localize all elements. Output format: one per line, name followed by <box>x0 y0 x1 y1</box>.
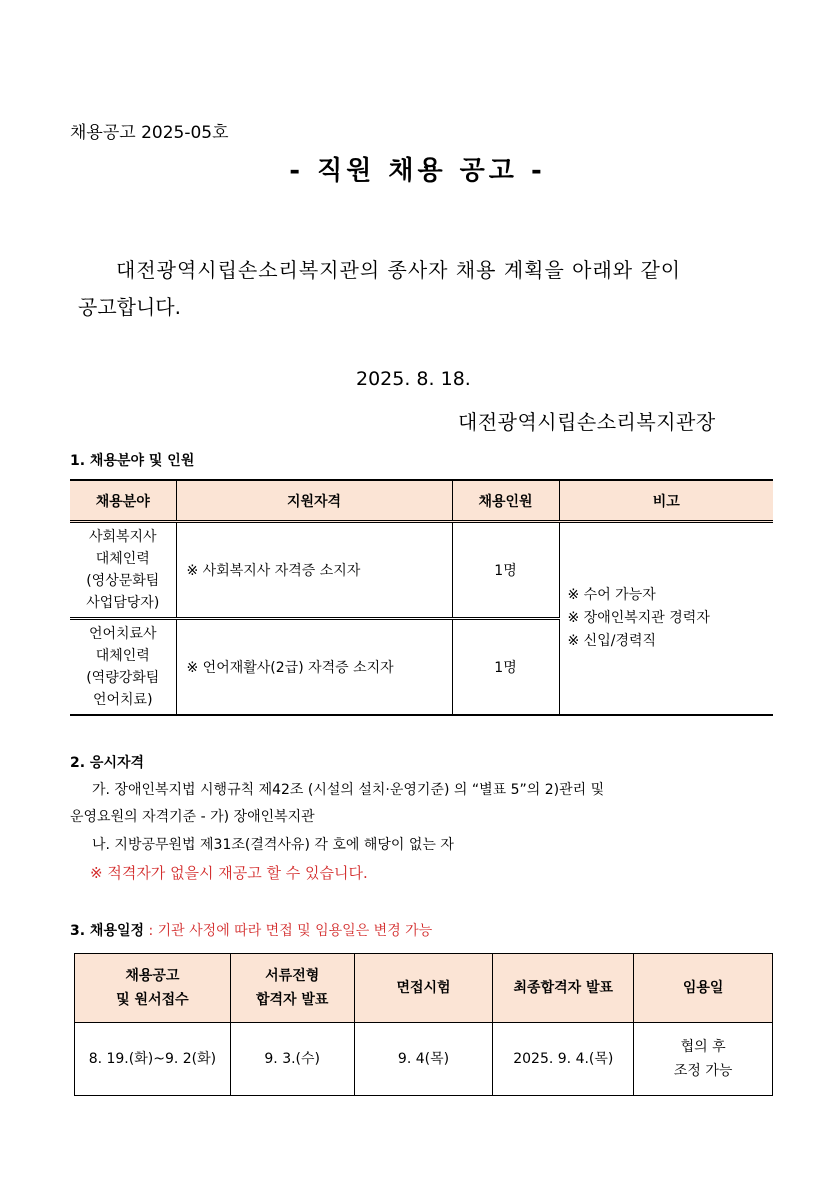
reannouncement-warning: ※ 적격자가 없을시 재공고 할 수 있습니다. <box>90 864 368 882</box>
qualification-item-b: 나. 지방공무원법 제31조(결격사유) 각 호에 해당이 없는 자 <box>92 837 454 853</box>
header-line: 채용공고 <box>125 968 180 984</box>
header-line: 최종합격자 발표 <box>513 980 614 996</box>
recruitment-table <box>70 479 773 716</box>
field-line: (영상문화팀 <box>86 573 160 589</box>
column-header: 비고 <box>559 480 773 522</box>
field-line: 사회복지사 <box>88 529 157 545</box>
table-row <box>75 1023 773 1096</box>
qualification: ※ 사회복지사 자격증 소지자 <box>176 522 452 619</box>
column-header: 채용분야 <box>70 480 176 522</box>
cell-line: 9. 3.(수) <box>264 1051 321 1067</box>
section-1-heading: 1. 채용분야 및 인원 <box>70 453 195 469</box>
remarks <box>559 522 773 716</box>
field-line: 대체인력 <box>95 648 150 664</box>
page-title: - 직원 채용 공고 - <box>289 156 546 186</box>
schedule-cell <box>75 1023 231 1096</box>
remark-line: ※ 신입/경력직 <box>567 633 657 649</box>
section-3-heading <box>70 920 432 940</box>
header-line: 면접시험 <box>396 980 451 996</box>
cell-line: 협의 후 <box>680 1039 726 1055</box>
recruit-field <box>70 522 176 619</box>
qualification-item-a: 가. 장애인복지법 시행규칙 제42조 (시설의 설치·운영기준) 의 “별표 5”의 2)관리 및 <box>92 782 605 798</box>
header-line: 임용일 <box>682 980 724 996</box>
qualification: ※ 언어재활사(2급) 자격증 소지자 <box>176 619 452 716</box>
section-3-title: 3. 채용일정 <box>70 923 145 939</box>
schedule-cell <box>230 1023 354 1096</box>
field-line: 언어치료) <box>92 692 153 708</box>
intro-line-2: 공고합니다. <box>78 295 181 319</box>
recruit-field <box>70 619 176 716</box>
signer: 대전광역시립손소리복지관장 <box>458 410 716 434</box>
qualification-item-a-cont: 운영요원의 자격기준 - 가) 장애인복지관 <box>70 809 315 825</box>
schedule-cell <box>354 1023 493 1096</box>
column-header: 지원자격 <box>176 480 452 522</box>
table-header-row <box>70 480 773 522</box>
column-header <box>75 954 231 1023</box>
column-header <box>634 954 773 1023</box>
field-line: 언어치료사 <box>88 626 157 642</box>
schedule-note: : 기관 사정에 따라 면접 및 임용일은 변경 가능 <box>144 923 433 939</box>
cell-line: 조정 가능 <box>673 1063 733 1079</box>
headcount: 1명 <box>452 522 559 619</box>
field-line: 대체인력 <box>95 551 150 567</box>
column-header <box>493 954 634 1023</box>
table-row <box>70 522 773 619</box>
schedule-table <box>74 953 773 1096</box>
header-line: 합격자 발표 <box>255 992 329 1008</box>
schedule-cell <box>634 1023 773 1096</box>
schedule-cell <box>493 1023 634 1096</box>
cell-line: 2025. 9. 4.(목) <box>513 1051 614 1067</box>
column-header <box>230 954 354 1023</box>
remark-line: ※ 장애인복지관 경력자 <box>567 610 710 626</box>
header-line: 서류전형 <box>265 968 320 984</box>
cell-line: 9. 4(목) <box>397 1051 450 1067</box>
notice-number: 채용공고 2025-05호 <box>70 123 229 143</box>
column-header: 채용인원 <box>452 480 559 522</box>
announcement-date: 2025. 8. 18. <box>356 368 471 390</box>
table-header-row <box>75 954 773 1023</box>
field-line: 사업담당자) <box>86 595 160 611</box>
header-line: 및 원서접수 <box>116 992 189 1008</box>
column-header <box>354 954 493 1023</box>
cell-line: 8. 19.(화)~9. 2(화) <box>88 1051 217 1067</box>
remark-line: ※ 수어 가능자 <box>567 587 656 603</box>
section-2-heading: 2. 응시자격 <box>70 755 145 771</box>
intro-line-1: 대전광역시립손소리복지관의 종사자 채용 계획을 아래와 같이 <box>116 258 682 282</box>
field-line: (역량강화팀 <box>86 670 160 686</box>
headcount: 1명 <box>452 619 559 716</box>
